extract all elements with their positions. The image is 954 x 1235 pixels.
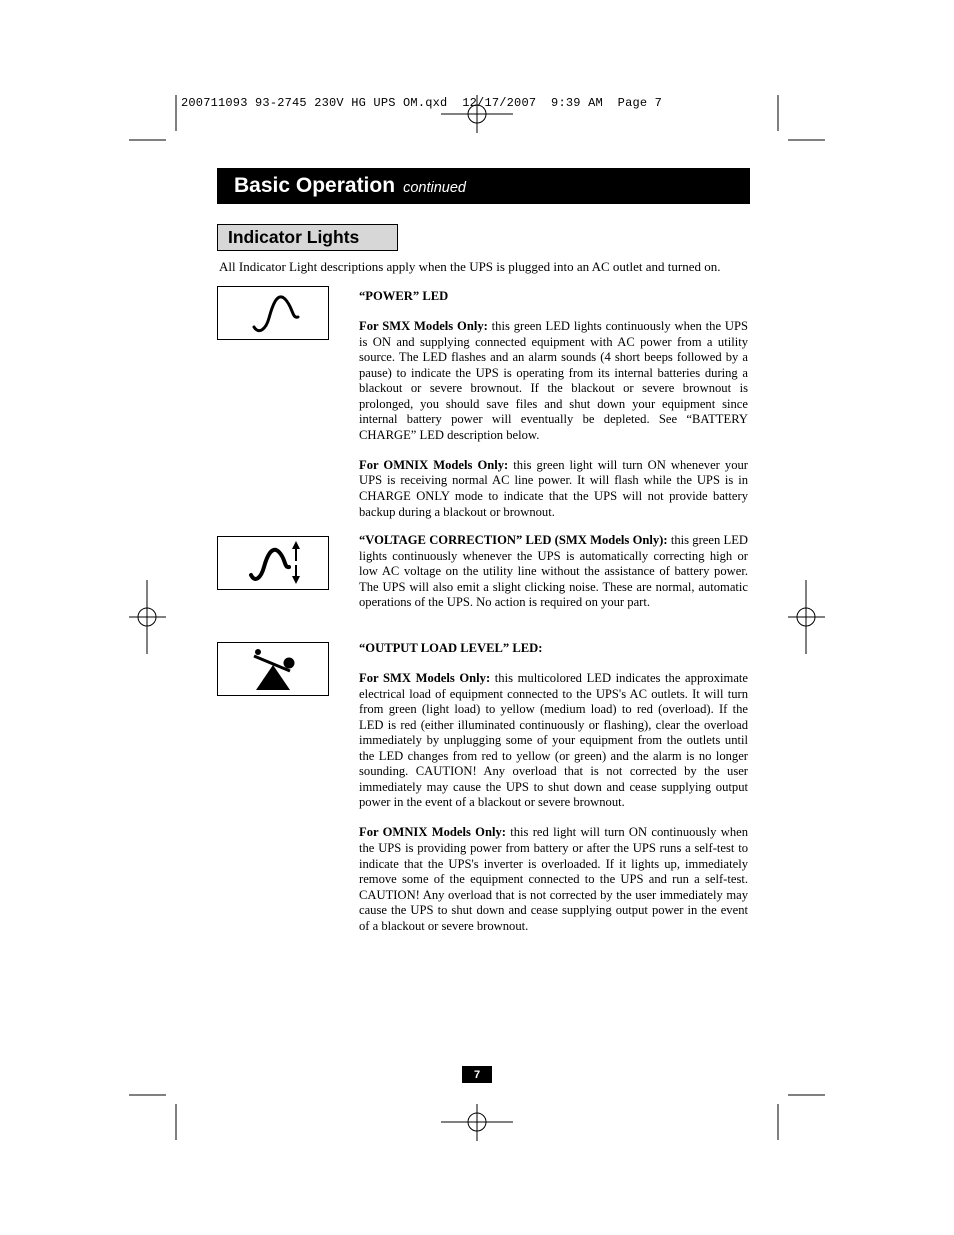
output-load-section: [359, 641, 748, 934]
power-led-icon-box: [217, 286, 329, 340]
print-slug: 200711093 93-2745 230V HG UPS OM.qxd 12/17/2007 9:39 AM Page 7: [181, 96, 663, 110]
omnix-models-label: For OMNIX Models Only:: [359, 457, 509, 472]
voltage-correction-paragraph: [359, 533, 748, 611]
smx-models-label: For SMX Models Only:: [359, 671, 491, 686]
sine-wave-icon: [218, 287, 330, 341]
voltage-correction-text: this green LED lights continuously whenever the UPS is automatically correcting high or low AC voltage on the utility line without the assistance of battery power. The UPS will also emit a slight clicking noise. These are normal, automatic operations of the UPS. No action is required on your part.: [359, 533, 748, 610]
voltage-correction-heading: “VOLTAGE CORRECTION” LED (SMX Models Only):: [359, 533, 668, 547]
power-led-omnix-paragraph: [359, 458, 748, 520]
power-led-omnix-text: this green light will turn ON whenever your UPS is receiving normal AC line power. It will flash while the UPS is in CHARGE ONLY mode to indicate that the UPS will not provide battery backup during a blackout or brownout.: [359, 457, 748, 519]
output-load-icon-box: [217, 642, 329, 696]
page-number: 7: [462, 1066, 492, 1083]
registration-mark-bottom: [441, 1104, 513, 1141]
subsection-title: Indicator Lights: [228, 227, 360, 247]
output-load-omnix-text: this red light will turn ON continuously when the UPS is providing power from battery or after the UPS runs a self-test to indicate that the UPS's inverter is overloaded. If it lights up, immediately remove some of the equipment connected to the UPS and run a self-test. CAUTION! Any overload that is not corrected by the user immediately may cause the UPS to shut down and cease supplying output power in the event of a blackout or severe brownout.: [359, 825, 748, 933]
intro-text: All Indicator Light descriptions apply when the UPS is plugged into an AC outlet and turned on.: [219, 259, 721, 274]
output-load-heading: “OUTPUT LOAD LEVEL” LED:: [359, 641, 543, 655]
page-title: Basic Operation: [234, 174, 396, 197]
output-load-omnix-paragraph: [359, 825, 748, 934]
registration-mark-top: [441, 95, 513, 133]
omnix-models-label: For OMNIX Models Only:: [359, 825, 506, 840]
power-led-smx-paragraph: [359, 319, 748, 443]
output-load-smx-text: this multicolored LED indicates the approximate electrical load of equipment connected to the UPS's AC outlets. It will turn from green (light load) to yellow (medium load) to red (overload). If the LED is red (either illuminated continuously or flashing), clear the overload immediately by unplugging some of your equipment from the outlets until the LED changes from red to yellow (or green) and the alarm is no longer sounding. CAUTION! Any overload that is not corrected by the user immediately may cause the UPS to shut down and cease supplying output power in the event of a blackout or severe brownout.: [359, 671, 749, 810]
power-led-smx-text: this green LED lights continuously when the UPS is ON and supplying connected equipment with AC power from a utility source. The LED flashes and an alarm sounds (4 short beeps followed by a pause) to indicate the UPS is operating from its internal batteries during a blackout or severe brownout. If the blackout or severe brownout is prolonged, you should save files and shut down your equipment since internal battery power will eventually be depleted. See “BATTERY CHARGE” LED description below.: [359, 319, 749, 442]
registration-mark-right: [788, 580, 825, 654]
voltage-correction-icon-box: [217, 536, 329, 590]
output-load-smx-paragraph: [359, 671, 748, 811]
smx-models-label: For SMX Models Only:: [359, 319, 488, 334]
power-led-heading: “POWER” LED: [359, 289, 449, 303]
subsection-heading: [217, 224, 398, 251]
sine-wave-up-down-arrows-icon: [218, 537, 330, 591]
power-led-section: [359, 289, 748, 520]
section-header-bar: [217, 168, 750, 204]
page-title-continued: continued: [403, 180, 466, 196]
voltage-correction-section: [359, 533, 748, 611]
seesaw-load-icon: [218, 643, 330, 697]
registration-mark-left: [129, 580, 166, 654]
